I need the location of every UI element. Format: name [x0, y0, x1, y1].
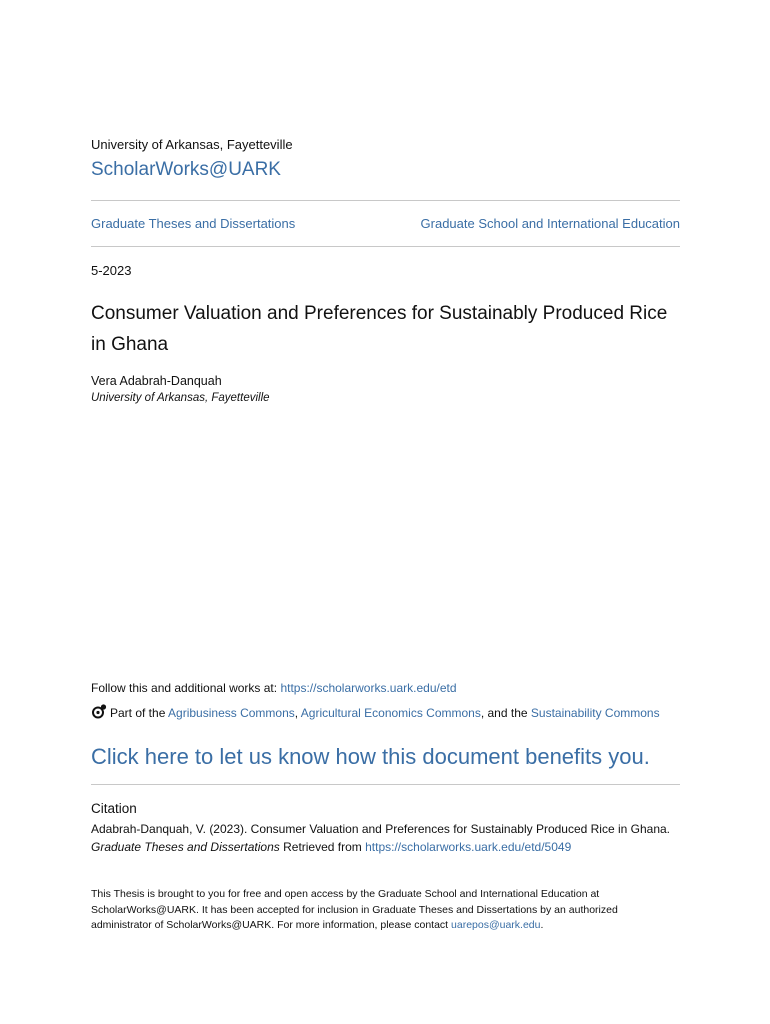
- document-title: Consumer Valuation and Preferences for Sustainably Produced Rice in Ghana: [91, 303, 668, 355]
- citation-url-link[interactable]: https://scholarworks.uark.edu/etd/5049: [365, 839, 572, 854]
- citation-retrieved: Retrieved from: [279, 839, 366, 854]
- part-of-line: [91, 703, 680, 724]
- notice-end: .: [540, 919, 544, 931]
- author-affiliation: University of Arkansas, Fayetteville: [91, 392, 270, 404]
- agribusiness-commons-link[interactable]: Agribusiness Commons: [168, 706, 295, 720]
- divider-citation: [91, 784, 680, 785]
- notice-text: This Thesis is brought to you for free and open access by the Graduate School and International Education at ScholarWorks@UARK. It has been accepted for inclusion in Graduate Theses and Dissertations by an authorized administrator of ScholarWorks@UARK. For more information, please contact: [91, 888, 618, 931]
- publication-date: 5-2023: [91, 263, 132, 278]
- part-of-sep2: , and the: [480, 706, 531, 720]
- part-of-prefix: Part of the: [110, 706, 169, 720]
- network-icon: [91, 704, 108, 719]
- repository-link[interactable]: ScholarWorks@UARK: [91, 159, 281, 180]
- citation-series: Graduate Theses and Dissertations: [91, 839, 280, 854]
- citation-main: Adabrah-Danquah, V. (2023). Consumer Valuation and Preferences for Sustainably Produced Rice in Ghana.: [91, 822, 671, 836]
- divider-collections: [91, 246, 680, 247]
- citation-heading: Citation: [91, 801, 137, 816]
- benefit-feedback-link[interactable]: Click here to let us know how this document benefits you.: [91, 744, 650, 769]
- access-notice: [91, 887, 680, 934]
- collection-link-graduate-school[interactable]: Graduate School and International Education: [420, 216, 680, 231]
- agricultural-economics-commons-link[interactable]: Agricultural Economics Commons: [300, 706, 481, 720]
- follow-label: Follow this and additional works at:: [91, 681, 281, 695]
- cover-page: [91, 0, 680, 1024]
- citation-text: [91, 821, 680, 856]
- institution-name: University of Arkansas, Fayetteville: [91, 137, 293, 152]
- contact-email-link[interactable]: uarepos@uark.edu: [451, 919, 541, 931]
- divider-top: [91, 200, 680, 201]
- sustainability-commons-link[interactable]: Sustainability Commons: [530, 706, 660, 720]
- collections-row: [91, 216, 680, 231]
- follow-url-link[interactable]: https://scholarworks.uark.edu/etd: [280, 681, 457, 695]
- part-of-sep1: ,: [294, 706, 301, 720]
- author-name: Vera Adabrah-Danquah: [91, 374, 222, 388]
- collection-link-theses[interactable]: Graduate Theses and Dissertations: [91, 216, 296, 231]
- follow-line: [91, 681, 457, 695]
